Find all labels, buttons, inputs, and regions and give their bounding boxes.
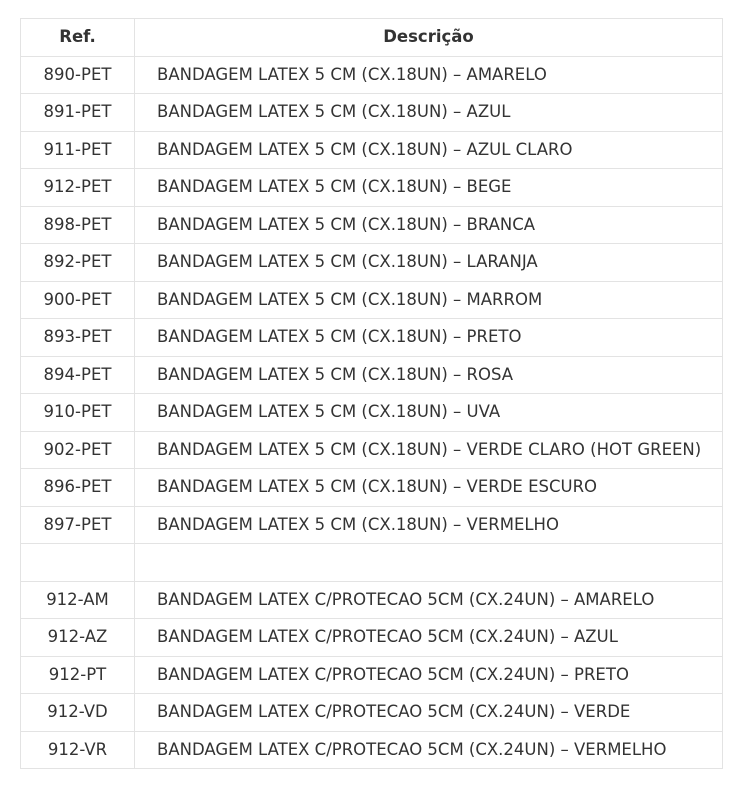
table-row [21, 244, 723, 282]
description-cell: BANDAGEM LATEX 5 CM (CX.18UN) – BRANCA [135, 206, 723, 244]
description-cell: BANDAGEM LATEX C/PROTECAO 5CM (CX.24UN) – VERMELHO [135, 731, 723, 769]
header-row [21, 19, 723, 57]
description-cell [135, 544, 723, 582]
table-row [21, 206, 723, 244]
description-cell: BANDAGEM LATEX 5 CM (CX.18UN) – ROSA [135, 356, 723, 394]
description-cell: BANDAGEM LATEX 5 CM (CX.18UN) – AZUL CLARO [135, 131, 723, 169]
ref-cell: 892-PET [21, 244, 135, 282]
table-row [21, 169, 723, 207]
table-row [21, 431, 723, 469]
ref-cell: 912-PT [21, 656, 135, 694]
description-cell: BANDAGEM LATEX 5 CM (CX.18UN) – LARANJA [135, 244, 723, 282]
ref-cell: 900-PET [21, 281, 135, 319]
ref-cell: 912-PET [21, 169, 135, 207]
ref-cell: 912-VD [21, 694, 135, 732]
table-row [21, 694, 723, 732]
ref-cell: 898-PET [21, 206, 135, 244]
table-row [21, 731, 723, 769]
table-header [21, 19, 723, 57]
table-row [21, 131, 723, 169]
ref-cell [21, 544, 135, 582]
product-table-container [20, 18, 722, 769]
ref-cell: 911-PET [21, 131, 135, 169]
table-row [21, 544, 723, 582]
table-body [21, 56, 723, 769]
description-cell: BANDAGEM LATEX C/PROTECAO 5CM (CX.24UN) – PRETO [135, 656, 723, 694]
description-cell: BANDAGEM LATEX 5 CM (CX.18UN) – PRETO [135, 319, 723, 357]
description-cell: BANDAGEM LATEX C/PROTECAO 5CM (CX.24UN) – VERDE [135, 694, 723, 732]
description-cell: BANDAGEM LATEX 5 CM (CX.18UN) – AZUL [135, 94, 723, 132]
description-cell: BANDAGEM LATEX 5 CM (CX.18UN) – AMARELO [135, 56, 723, 94]
table-row [21, 356, 723, 394]
ref-cell: 897-PET [21, 506, 135, 544]
table-row [21, 281, 723, 319]
ref-cell: 912-AZ [21, 619, 135, 657]
ref-cell: 894-PET [21, 356, 135, 394]
description-cell: BANDAGEM LATEX 5 CM (CX.18UN) – BEGE [135, 169, 723, 207]
ref-cell: 912-VR [21, 731, 135, 769]
description-cell: BANDAGEM LATEX C/PROTECAO 5CM (CX.24UN) – AZUL [135, 619, 723, 657]
ref-cell: 912-AM [21, 581, 135, 619]
table-row [21, 469, 723, 507]
table-row [21, 656, 723, 694]
table-row [21, 319, 723, 357]
description-cell: BANDAGEM LATEX 5 CM (CX.18UN) – UVA [135, 394, 723, 432]
ref-cell: 896-PET [21, 469, 135, 507]
ref-cell: 902-PET [21, 431, 135, 469]
table-row [21, 619, 723, 657]
description-cell: BANDAGEM LATEX 5 CM (CX.18UN) – VERDE CLARO (HOT GREEN) [135, 431, 723, 469]
description-cell: BANDAGEM LATEX 5 CM (CX.18UN) – VERDE ESCURO [135, 469, 723, 507]
table-row [21, 94, 723, 132]
table-row [21, 581, 723, 619]
table-row [21, 506, 723, 544]
description-cell: BANDAGEM LATEX 5 CM (CX.18UN) – MARROM [135, 281, 723, 319]
header-description: Descrição [135, 19, 723, 57]
ref-cell: 893-PET [21, 319, 135, 357]
description-cell: BANDAGEM LATEX C/PROTECAO 5CM (CX.24UN) – AMARELO [135, 581, 723, 619]
header-ref: Ref. [21, 19, 135, 57]
ref-cell: 890-PET [21, 56, 135, 94]
table-row [21, 56, 723, 94]
ref-cell: 891-PET [21, 94, 135, 132]
ref-cell: 910-PET [21, 394, 135, 432]
product-table [20, 18, 723, 769]
description-cell: BANDAGEM LATEX 5 CM (CX.18UN) – VERMELHO [135, 506, 723, 544]
table-row [21, 394, 723, 432]
